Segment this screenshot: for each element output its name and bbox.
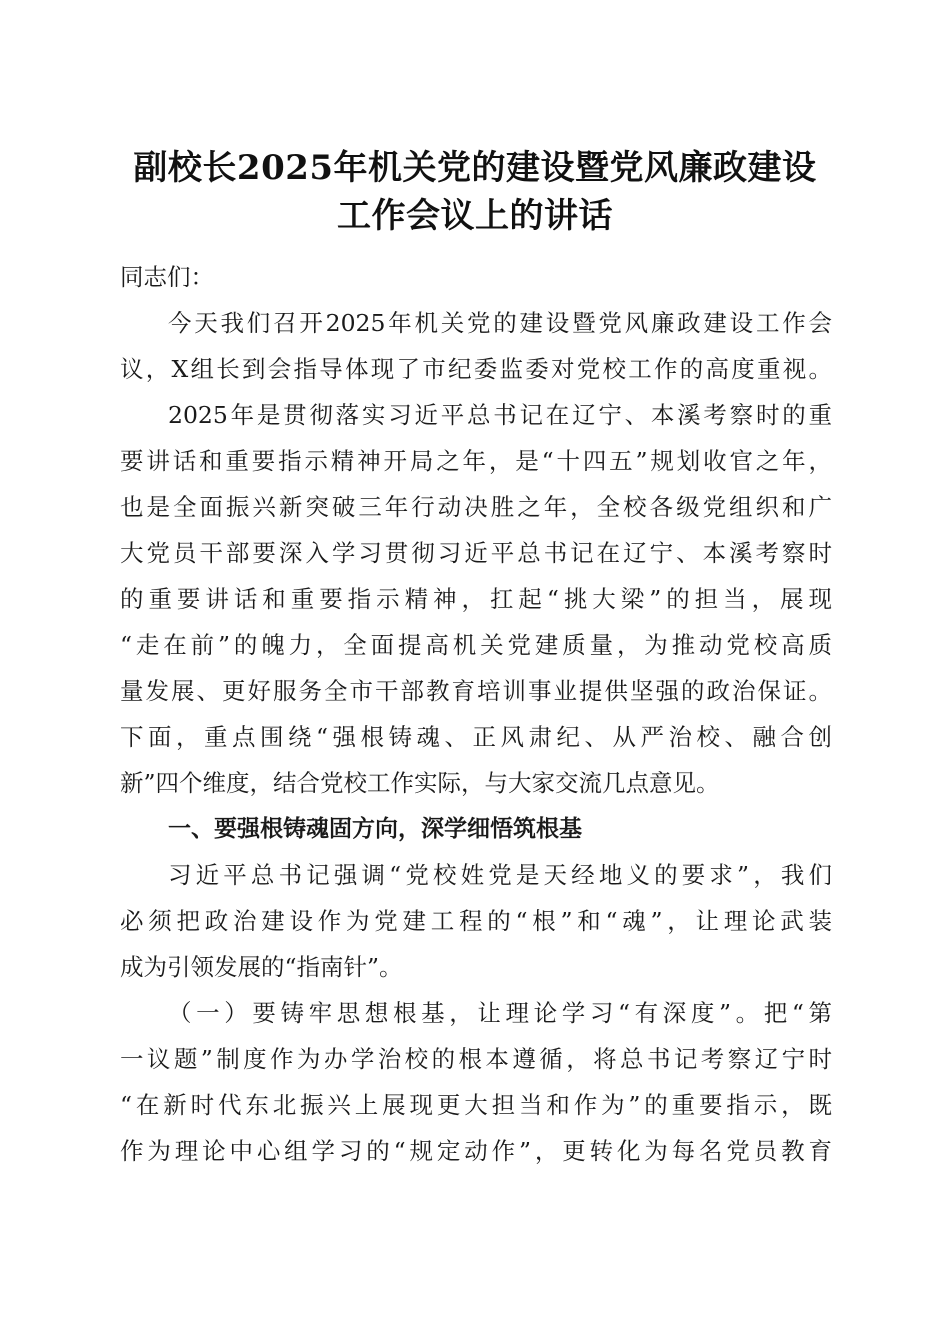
document-title-line-1: 副校长2025年机关党的建设暨党风廉政建设 [133, 148, 817, 188]
paragraph-1-line: 今天我们召开2025年机关党的建设暨党风廉政建设工作会 [168, 309, 832, 337]
paragraph-4-line: （一）要铸牢思想根基，让理论学习“有深度”。把“第 [168, 999, 832, 1027]
paragraph-3-line: 必须把政治建设作为党建工程的“根”和“魂”，让理论武装 [120, 907, 832, 935]
paragraph-2-line: 2025年是贯彻落实习近平总书记在辽宁、本溪考察时的重 [168, 401, 832, 429]
paragraph-4-line: “在新时代东北振兴上展现更大担当和作为”的重要指示，既 [120, 1091, 832, 1119]
paragraph-4-line: 一议题”制度作为办学治校的根本遵循，将总书记考察辽宁时 [120, 1045, 832, 1073]
paragraph-2-line: 新”四个维度，结合党校工作实际，与大家交流几点意见。 [120, 769, 720, 797]
paragraph-2-line: “走在前”的魄力，全面提高机关党建质量，为推动党校高质 [120, 631, 832, 659]
paragraph-4-line: 作为理论中心组学习的“规定动作”，更转化为每名党员教育 [120, 1137, 832, 1165]
paragraph-1-line: 议，X组长到会指导体现了市纪委监委对党校工作的高度重视。 [120, 355, 832, 383]
paragraph-2-line: 大党员干部要深入学习贯彻习近平总书记在辽宁、本溪考察时 [120, 539, 832, 567]
salutation: 同志们： [120, 263, 214, 291]
paragraph-2-line: 也是全面振兴新突破三年行动决胜之年，全校各级党组织和广 [120, 493, 832, 521]
section-heading-1: 一、要强根铸魂固方向，深学细悟筑根基 [168, 816, 582, 842]
paragraph-3-line: 习近平总书记强调“党校姓党是天经地义的要求”，我们 [168, 861, 832, 889]
paragraph-3-line: 成为引领发展的“指南针”。 [120, 953, 403, 981]
paragraph-2-line: 要讲话和重要指示精神开局之年，是“十四五”规划收官之年， [120, 447, 832, 475]
paragraph-2-line: 量发展、更好服务全市干部教育培训事业提供坚强的政治保证。 [120, 677, 832, 705]
paragraph-2-line: 下面，重点围绕“强根铸魂、正风肃纪、从严治校、融合创 [120, 723, 832, 751]
document-body [120, 254, 832, 1174]
paragraph-2-line: 的重要讲话和重要指示精神，扛起“挑大梁”的担当，展现 [120, 585, 832, 613]
document-title-line-2: 工作会议上的讲话 [337, 196, 613, 236]
